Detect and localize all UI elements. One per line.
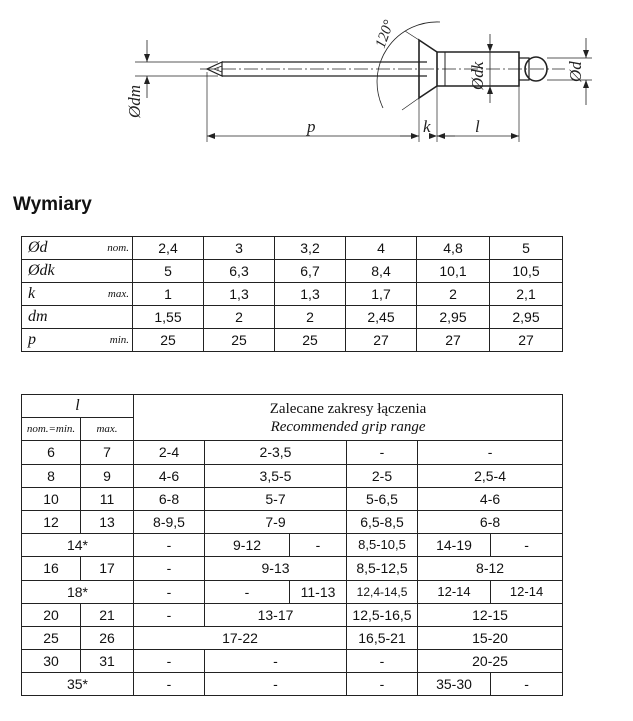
dimension-row	[22, 237, 563, 260]
grip-range-cell: 6-8	[418, 510, 563, 533]
length-max: 13	[81, 510, 134, 533]
grip-range-cell: 12-14	[418, 580, 491, 603]
grip-title-en: Recommended grip range	[270, 418, 426, 435]
label-angle: 120°	[372, 18, 398, 51]
length-max: 21	[81, 603, 134, 626]
dimension-value: 5	[133, 260, 204, 283]
grip-range-table	[21, 394, 563, 696]
grip-row	[22, 626, 563, 649]
dimension-value: 2	[204, 306, 275, 329]
grip-range-cell: -	[491, 534, 563, 557]
label-d: Ød	[566, 61, 585, 82]
grip-range-cell: 9-13	[205, 557, 347, 580]
dimension-value: 8,4	[346, 260, 417, 283]
grip-range-cell: 35-30	[418, 673, 491, 696]
grip-range-cell: 12-14	[491, 580, 563, 603]
dimension-value: 2,4	[133, 237, 204, 260]
grip-range-cell: -	[134, 534, 205, 557]
dimension-value: 1	[133, 283, 204, 306]
length-max: 9	[81, 464, 134, 487]
grip-header-row	[22, 395, 563, 418]
grip-row	[22, 580, 563, 603]
grip-range-cell: 12,4-14,5	[347, 580, 418, 603]
grip-range-cell: 4-6	[134, 464, 205, 487]
grip-title	[134, 395, 563, 441]
length-max: 26	[81, 626, 134, 649]
grip-range-cell: 8-12	[418, 557, 563, 580]
dimension-value: 25	[275, 329, 346, 352]
grip-range-cell: 5-6,5	[347, 487, 418, 510]
grip-range-cell: 8-9,5	[134, 510, 205, 533]
grip-range-cell: -	[205, 673, 347, 696]
dimension-qualifier: max.	[94, 283, 133, 306]
section-heading: Wymiary	[13, 194, 92, 215]
label-l: l	[475, 117, 480, 136]
dimension-row	[22, 260, 563, 283]
grip-row	[22, 510, 563, 533]
label-dk: Ødk	[468, 61, 487, 90]
dimension-value: 1,3	[275, 283, 346, 306]
grip-range-cell: 11-13	[290, 580, 347, 603]
grip-range-cell: 20-25	[418, 650, 563, 673]
label-p: p	[307, 117, 316, 136]
grip-range-cell: 2-4	[134, 441, 205, 464]
grip-row	[22, 534, 563, 557]
dimension-value: 2,45	[346, 306, 417, 329]
dimension-value: 2,1	[490, 283, 563, 306]
grip-range-cell: 2,5-4	[418, 464, 563, 487]
grip-range-cell: -	[205, 650, 347, 673]
grip-range-cell: -	[347, 673, 418, 696]
grip-range-cell: 2-5	[347, 464, 418, 487]
grip-range-cell: 9-12	[205, 534, 290, 557]
grip-row	[22, 487, 563, 510]
grip-range-cell: 7-9	[205, 510, 347, 533]
dimension-qualifier: min.	[94, 329, 133, 352]
grip-range-cell: 6-8	[134, 487, 205, 510]
grip-range-cell: 17-22	[134, 626, 347, 649]
length-nom: 8	[22, 464, 81, 487]
dimension-value: 2,95	[417, 306, 490, 329]
dimension-value: 25	[133, 329, 204, 352]
col-nom-min-header: nom.=min.	[22, 418, 81, 441]
dimension-value: 3	[204, 237, 275, 260]
dimension-value: 1,7	[346, 283, 417, 306]
length-nom: 12	[22, 510, 81, 533]
col-l-header: l	[22, 395, 134, 418]
length-max: 7	[81, 441, 134, 464]
grip-range-cell: 8,5-12,5	[347, 557, 418, 580]
grip-range-cell: -	[347, 441, 418, 464]
dimension-qualifier: nom.	[94, 237, 133, 260]
length-nom: 20	[22, 603, 81, 626]
dimension-value: 1,55	[133, 306, 204, 329]
grip-row	[22, 557, 563, 580]
dimension-value: 2,95	[490, 306, 563, 329]
grip-row	[22, 650, 563, 673]
length-max: 31	[81, 650, 134, 673]
grip-row	[22, 464, 563, 487]
grip-range-cell: 5-7	[205, 487, 347, 510]
grip-range-cell: 8,5-10,5	[347, 534, 418, 557]
grip-range-cell: 12,5-16,5	[347, 603, 418, 626]
dimension-value: 4	[346, 237, 417, 260]
dimension-value: 5	[490, 237, 563, 260]
dimension-symbol: p	[22, 329, 94, 352]
dimension-value: 25	[204, 329, 275, 352]
grip-range-cell: -	[290, 534, 347, 557]
grip-range-cell: -	[134, 603, 205, 626]
grip-row	[22, 673, 563, 696]
length-nom: 18*	[22, 580, 134, 603]
dimension-qualifier	[94, 260, 133, 283]
length-nom: 6	[22, 441, 81, 464]
length-max: 17	[81, 557, 134, 580]
dimension-value: 10,1	[417, 260, 490, 283]
length-nom: 30	[22, 650, 81, 673]
grip-range-cell: 2-3,5	[205, 441, 347, 464]
label-dm: Ødm	[125, 84, 144, 118]
dimensions-table	[21, 236, 563, 352]
length-nom: 14*	[22, 534, 134, 557]
grip-range-cell: 16,5-21	[347, 626, 418, 649]
dimension-value: 6,3	[204, 260, 275, 283]
grip-range-cell: 14-19	[418, 534, 491, 557]
rivet-drawing-svg	[0, 0, 633, 175]
grip-row	[22, 603, 563, 626]
label-k: k	[423, 117, 431, 136]
grip-range-cell: -	[347, 650, 418, 673]
grip-range-cell: -	[134, 650, 205, 673]
grip-range-cell: 12-15	[418, 603, 563, 626]
grip-range-cell: -	[205, 580, 290, 603]
dimension-value: 4,8	[417, 237, 490, 260]
grip-range-cell: 15-20	[418, 626, 563, 649]
grip-range-cell: 3,5-5	[205, 464, 347, 487]
grip-range-cell: -	[134, 580, 205, 603]
dimension-value: 2	[417, 283, 490, 306]
rivet-drawing	[0, 0, 633, 175]
dimension-value: 6,7	[275, 260, 346, 283]
dimension-symbol: Ød	[22, 237, 94, 260]
dimension-qualifier	[94, 306, 133, 329]
grip-range-cell: -	[134, 557, 205, 580]
dimension-row	[22, 283, 563, 306]
grip-range-cell: 13-17	[205, 603, 347, 626]
grip-range-cell: -	[491, 673, 563, 696]
dimension-value: 10,5	[490, 260, 563, 283]
grip-range-cell: 4-6	[418, 487, 563, 510]
dimension-row	[22, 306, 563, 329]
dimension-value: 2	[275, 306, 346, 329]
dimension-value: 27	[490, 329, 563, 352]
grip-range-cell: -	[418, 441, 563, 464]
dimension-value: 27	[346, 329, 417, 352]
grip-row	[22, 441, 563, 464]
col-max-header: max.	[81, 418, 134, 441]
dimension-value: 1,3	[204, 283, 275, 306]
dimension-symbol: dm	[22, 306, 94, 329]
dimension-value: 3,2	[275, 237, 346, 260]
grip-range-cell: -	[134, 673, 205, 696]
length-nom: 16	[22, 557, 81, 580]
length-max: 11	[81, 487, 134, 510]
grip-title-pl: Zalecane zakresy łączenia	[269, 400, 427, 417]
length-nom: 10	[22, 487, 81, 510]
dimension-symbol: k	[22, 283, 94, 306]
dimension-symbol: Ødk	[22, 260, 94, 283]
dimension-value: 27	[417, 329, 490, 352]
length-nom: 35*	[22, 673, 134, 696]
grip-range-cell: 6,5-8,5	[347, 510, 418, 533]
length-nom: 25	[22, 626, 81, 649]
dimension-row	[22, 329, 563, 352]
